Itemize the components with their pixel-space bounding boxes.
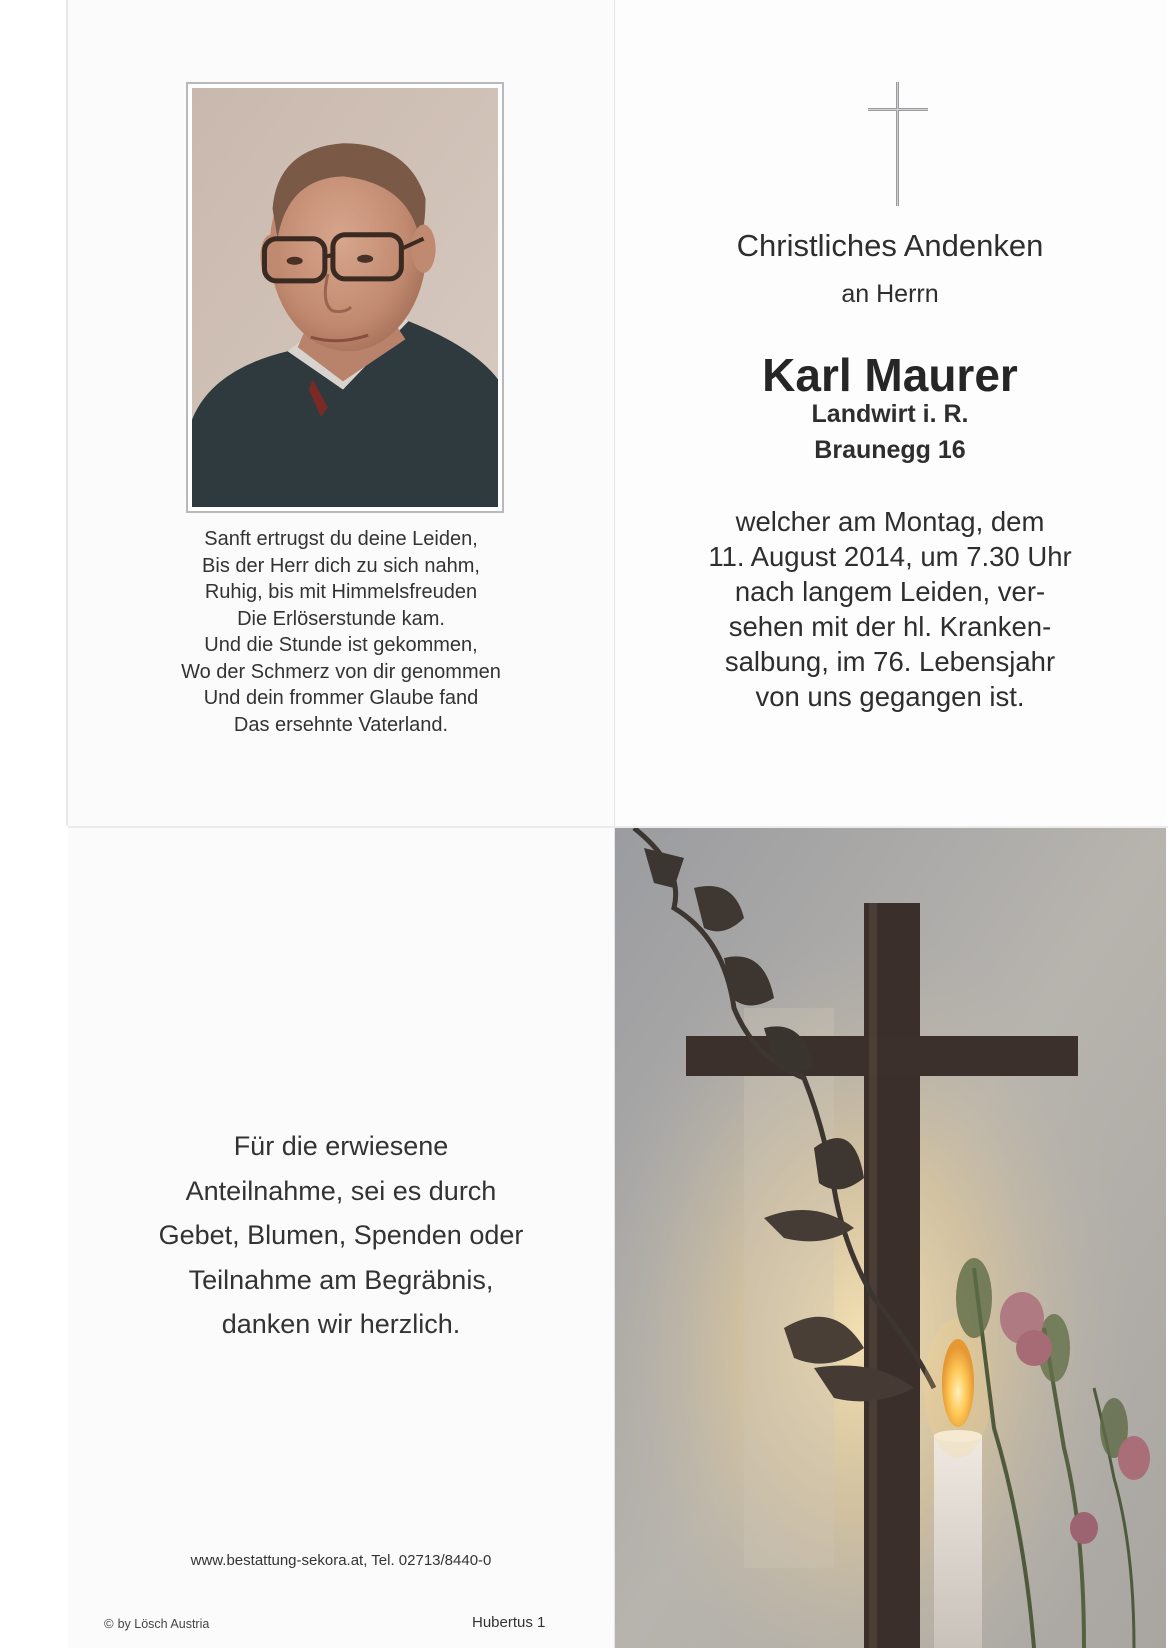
notice-line: nach langem Leiden, ver- [734, 576, 1046, 607]
thanks-text [68, 1124, 614, 1347]
notice-line: salbung, im 76. Lebensjahr [724, 646, 1056, 677]
cross-icon [866, 80, 930, 208]
funeral-home-contact: www.bestattung-sekora.at, Tel. 02713/8440-0 [190, 1552, 492, 1569]
thanks-line: danken wir herzlich. [221, 1309, 461, 1339]
card-heading: Christliches Andenken [736, 228, 1044, 263]
notice-line: sehen mit der hl. Kranken- [728, 611, 1052, 642]
memorial-poem [68, 526, 614, 738]
horizontal-fold-line [68, 826, 1168, 828]
notice-line: von uns gegangen ist. [755, 681, 1025, 712]
notice-line: welcher am Montag, dem [735, 506, 1045, 537]
copyright-note [104, 1616, 209, 1631]
poem-line: Und dein frommer Glaube fand [203, 687, 479, 709]
card-model: Hubertus 1 [472, 1614, 546, 1631]
thanks-line: Gebet, Blumen, Spenden oder [158, 1220, 524, 1250]
poem-line: Wo der Schmerz von dir genommen [181, 660, 501, 683]
notice-line: 11. August 2014, um 7.30 Uhr [708, 541, 1072, 572]
thanks-line: Teilnahme am Begräbnis, [188, 1264, 494, 1295]
address: Braunegg 16 [814, 436, 966, 464]
copyright-text: by Lösch Austria [117, 1617, 210, 1631]
poem-line: Die Erlöserstunde kam. [237, 607, 445, 630]
poem-line: Sanft ertrugst du deine Leiden, [204, 528, 478, 550]
cross-candle-image [614, 828, 1166, 1648]
portrait-image [192, 88, 498, 507]
deceased-name: Karl Maurer [762, 349, 1018, 401]
salutation: an Herrn [841, 280, 939, 308]
thanks-line: Für die erwiesene [233, 1131, 449, 1161]
copyright-icon: © [104, 1616, 114, 1631]
vertical-fold-line [614, 0, 615, 1648]
poem-line: Bis der Herr dich zu sich nahm, [202, 554, 480, 577]
thanks-line: Anteilnahme, sei es durch [185, 1175, 497, 1206]
death-notice-text [614, 504, 1166, 714]
poem-line: Und die Stunde ist gekommen, [204, 634, 478, 656]
poem-line: Das ersehnte Vaterland. [233, 713, 449, 736]
portrait-photo [186, 82, 504, 513]
occupation: Landwirt i. R. [811, 400, 969, 428]
poem-line: Ruhig, bis mit Himmelsfreuden [204, 581, 478, 603]
cross-candle-photo [614, 828, 1166, 1648]
